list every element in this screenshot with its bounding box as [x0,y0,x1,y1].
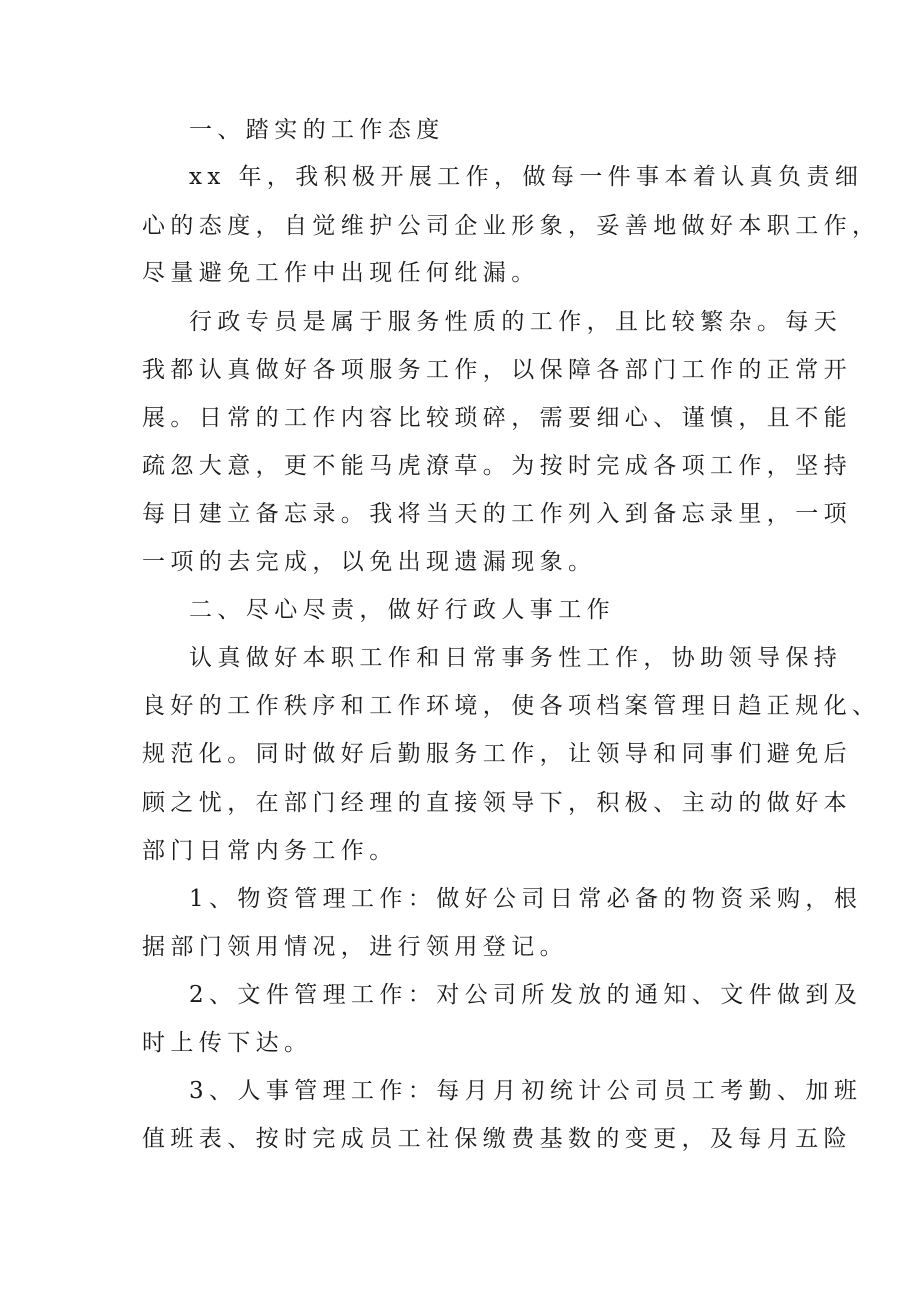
list-item-line: 2、文件管理工作：对公司所发放的通知、文件做到及 [189,982,863,1008]
paragraph-line: 疏忽大意，更不能马虎潦草。为按时完成各项工作，坚持 [142,453,852,479]
section-heading-2: 二、尽心尽责，做好行政人事工作 [189,597,615,623]
paragraph-line: 顾之忧，在部门经理的直接领导下，积极、主动的做好本 [142,790,852,816]
paragraph-line: 我都认真做好各项服务工作，以保障各部门工作的正常开 [142,357,852,383]
list-item-line: 据部门领用情况，进行领用登记。 [142,934,568,960]
paragraph-line: 行政专员是属于服务性质的工作，且比较繁杂。每天 [189,309,843,335]
list-item-line: 1、物资管理工作：做好公司日常必备的物资采购，根 [189,886,863,912]
list-item-line: 3、人事管理工作：每月月初统计公司员工考勤、加班 [189,1078,863,1104]
paragraph-line: 一项的去完成，以免出现遗漏现象。 [142,549,597,575]
list-item-line: 时上传下达。 [142,1030,313,1056]
paragraph-line: 良好的工作秩序和工作环境，使各项档案管理日趋正规化、 [142,693,881,719]
section-heading-1: 一、踏实的工作态度 [189,117,445,143]
paragraph-line: 部门日常内务工作。 [142,838,398,864]
paragraph-line: 认真做好本职工作和日常事务性工作，协助领导保持 [189,645,843,671]
list-item-line: 值班表、按时完成员工社保缴费基数的变更，及每月五险 [142,1126,852,1152]
paragraph-line: 心的态度，自觉维护公司企业形象，妥善地做好本职工作， [142,213,881,239]
paragraph-line: 尽量避免工作中出现任何纰漏。 [142,260,540,286]
paragraph-line: 每日建立备忘录。我将当天的工作列入到备忘录里，一项 [142,501,852,527]
paragraph-line: 规范化。同时做好后勤服务工作，让领导和同事们避免后 [142,741,852,767]
paragraph-line: 展。日常的工作内容比较琐碎，需要细心、谨慎，且不能 [142,405,852,431]
paragraph-line: xx 年，我积极开展工作，做每一件事本着认真负责细 [189,164,864,190]
